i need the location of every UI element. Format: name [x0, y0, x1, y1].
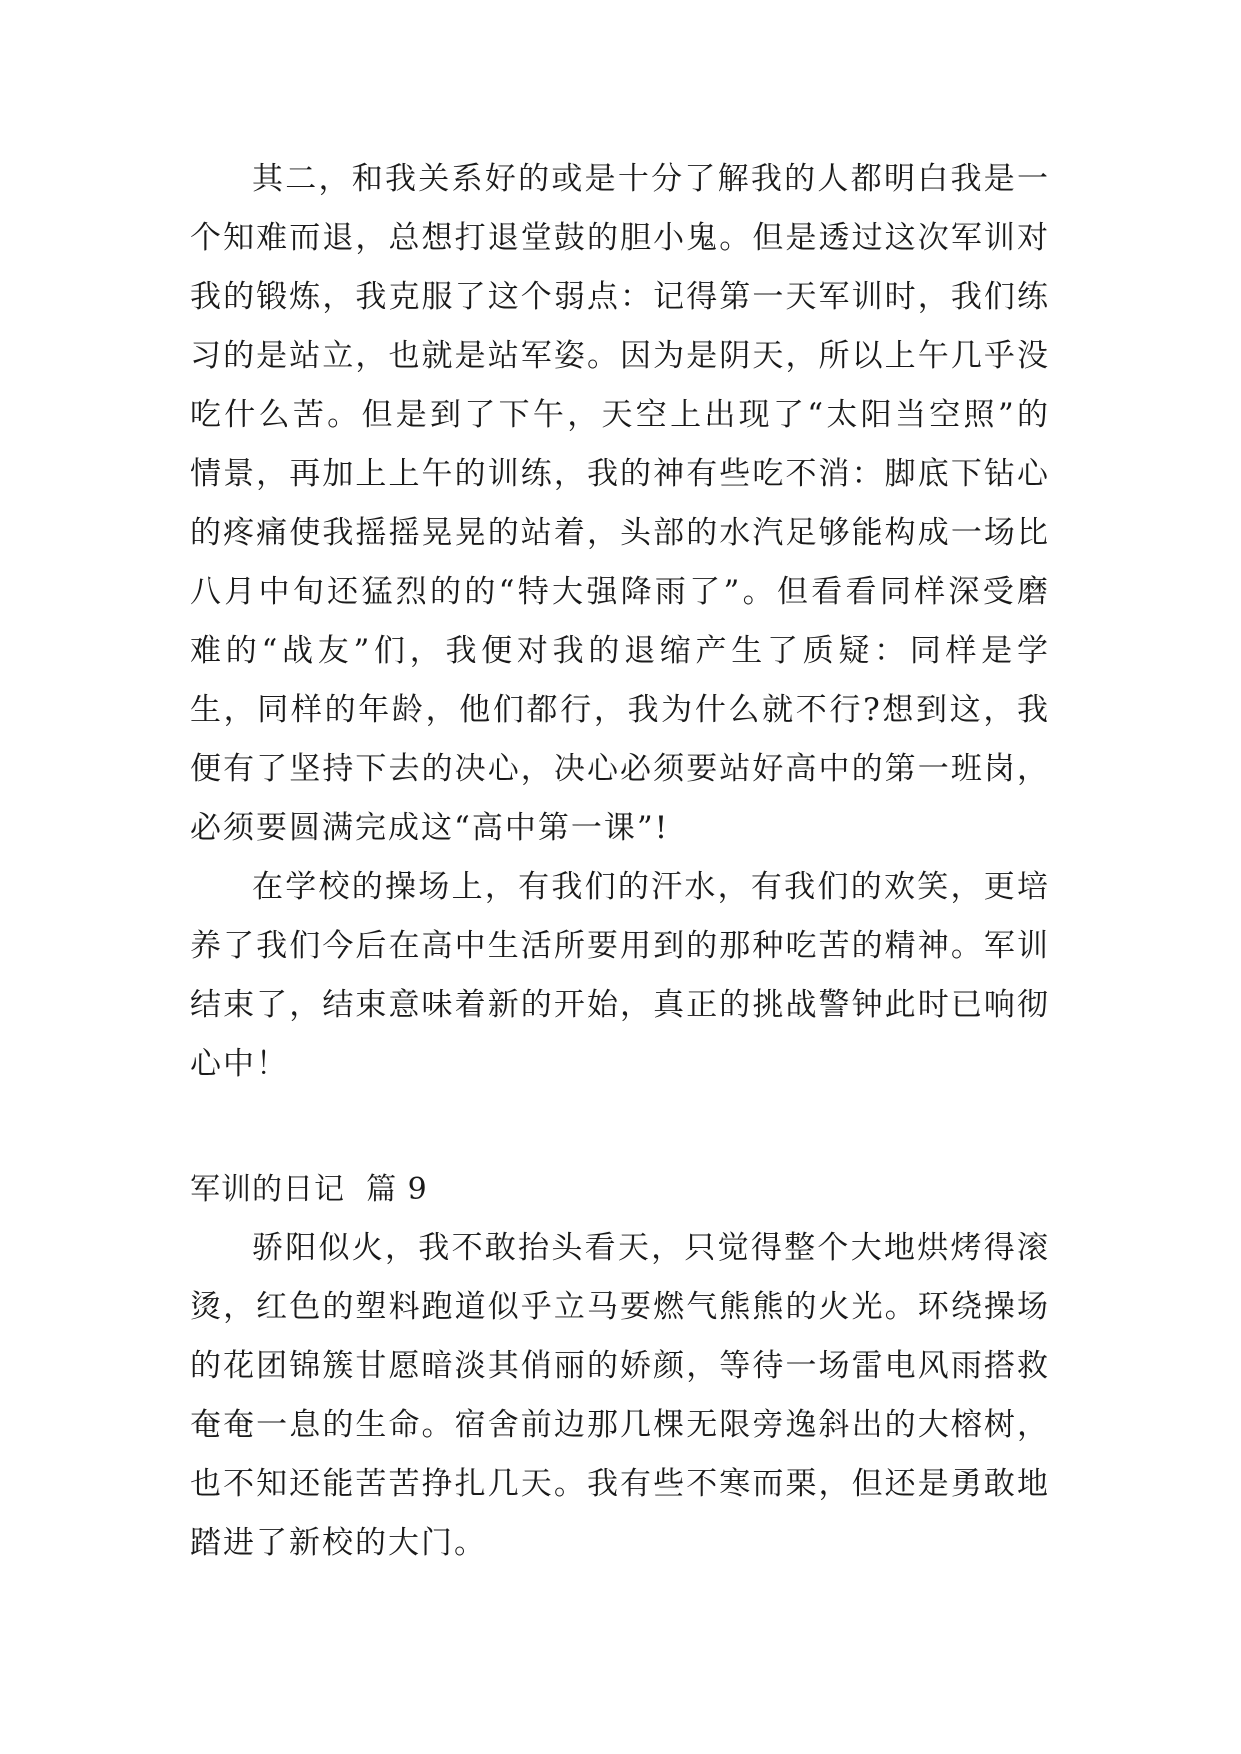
section-heading [190, 1160, 1050, 1219]
paragraph: 骄阳似火，我不敢抬头看天，只觉得整个大地烘烤得滚烫，红色的塑料跑道似乎立马要燃气熊熊的火光。环绕操场的花团锦簇甘愿暗淡其俏丽的娇颜，等待一场雷电风雨搭救奄奄一息的生命。宿舍前边那几棵无限旁逸斜出的大榕树，也不知还能苦苦挣扎几天。我有些不寒而栗，但还是勇敢地踏进了新校的大门。 [190, 1230, 1050, 1561]
section-title: 军训的日记 [190, 1172, 345, 1207]
paragraph: 在学校的操场上，有我们的汗水，有我们的欢笑，更培养了我们今后在高中生活所要用到的那种吃苦的精神。军训结束了，结束意味着新的开始，真正的挑战警钟此时已响彻心中！ [190, 869, 1050, 1082]
section-number: 篇 9 [366, 1172, 428, 1207]
document-body [190, 150, 1050, 1573]
paragraph: 其二，和我关系好的或是十分了解我的人都明白我是一个知难而退，总想打退堂鼓的胆小鬼。但是透过这次军训对我的锻炼，我克服了这个弱点：记得第一天军训时，我们练习的是站立，也就是站军姿。因为是阴天，所以上午几乎没吃什么苦。但是到了下午，天空上出现了“太阳当空照”的情景，再加上上午的训练，我的神有些吃不消：脚底下钻心的疼痛使我摇摇晃晃的站着，头部的水汽足够能构成一场比八月中旬还猛烈的的“特大强降雨了”。但看看同样深受磨难的“战友”们，我便对我的退缩产生了质疑：同样是学生，同样的年龄，他们都行，我为什么就不行?想到这，我便有了坚持下去的决心，决心必须要站好高中的第一班岗，必须要圆满完成这“高中第一课”! [190, 161, 1050, 846]
